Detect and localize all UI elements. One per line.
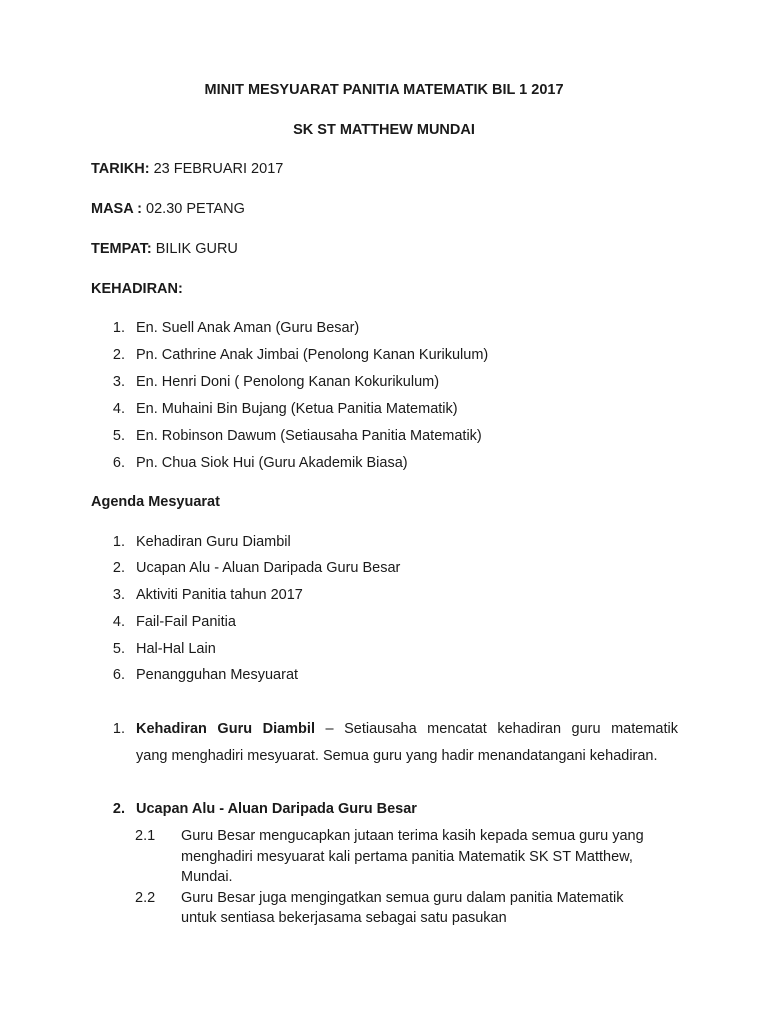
document-title: MINIT MESYUARAT PANITIA MATEMATIK BIL 1 2017: [204, 82, 564, 98]
list-text: Pn. Chua Siok Hui (Guru Akademik Biasa): [136, 455, 408, 471]
list-text: Pn. Cathrine Anak Jimbai (Penolong Kanan Kurikulum): [136, 347, 489, 363]
list-number: 6.: [112, 667, 125, 683]
subsection-line: Mundai.: [181, 869, 233, 885]
section-title: Kehadiran Guru Diambil: [136, 721, 315, 737]
list-text: En. Henri Doni ( Penolong Kanan Kokurikulum): [136, 374, 440, 390]
subsection-number: 2.2: [135, 890, 156, 906]
list-text: En. Muhaini Bin Bujang (Ketua Panitia Matematik): [136, 401, 458, 417]
tarikh-value: 23 FEBRUARI 2017: [153, 161, 284, 177]
section-text: – Setiausaha mencatat kehadiran guru matematik: [325, 721, 678, 737]
section-paragraph-line: [136, 721, 678, 737]
list-text: Fail-Fail Panitia: [136, 614, 236, 630]
list-item: [0, 641, 768, 661]
section-title: Ucapan Alu - Aluan Daripada Guru Besar: [136, 801, 417, 817]
masa-field: [91, 201, 245, 217]
agenda-heading: Agenda Mesyuarat: [91, 494, 220, 510]
list-number: 1.: [112, 534, 125, 550]
subsection-line: untuk sentiasa bekerjasama sebagai satu pasukan: [181, 910, 507, 926]
list-number: 4.: [112, 614, 125, 630]
list-number: 2.: [112, 347, 125, 363]
list-item: [0, 428, 768, 448]
kehadiran-heading: KEHADIRAN:: [91, 281, 183, 297]
list-text: Ucapan Alu - Aluan Daripada Guru Besar: [136, 560, 401, 576]
school-name: SK ST MATTHEW MUNDAI: [293, 122, 475, 138]
list-item: [0, 614, 768, 634]
list-item: [0, 320, 768, 340]
section-number: 2.: [112, 801, 125, 817]
list-number: 6.: [112, 455, 125, 471]
tempat-label: TEMPAT:: [91, 241, 152, 257]
subsection-line: Guru Besar mengucapkan jutaan terima kasih kepada semua guru yang: [181, 828, 644, 844]
subsection-line: menghadiri mesyuarat kali pertama panitia Matematik SK ST Matthew,: [181, 849, 633, 865]
list-number: 2.: [112, 560, 125, 576]
masa-value: 02.30 PETANG: [146, 201, 245, 217]
list-number: 1.: [112, 320, 125, 336]
list-text: En. Suell Anak Aman (Guru Besar): [136, 320, 360, 336]
list-item: [0, 560, 768, 580]
list-item: [0, 401, 768, 421]
list-item: [0, 455, 768, 475]
subsection-number: 2.1: [135, 828, 156, 844]
list-number: 3.: [112, 587, 125, 603]
tarikh-field: [91, 161, 283, 177]
list-text: En. Robinson Dawum (Setiausaha Panitia Matematik): [136, 428, 482, 444]
list-item: [0, 667, 768, 687]
list-text: Hal-Hal Lain: [136, 641, 216, 657]
list-item: [0, 534, 768, 554]
section-number: 1.: [112, 721, 125, 737]
list-text: Aktiviti Panitia tahun 2017: [136, 587, 303, 603]
list-item: [0, 374, 768, 394]
list-text: Penangguhan Mesyuarat: [136, 667, 299, 683]
masa-label: MASA :: [91, 201, 143, 217]
subsection-line: Guru Besar juga mengingatkan semua guru dalam panitia Matematik: [181, 890, 624, 906]
list-number: 4.: [112, 401, 125, 417]
tarikh-label: TARIKH:: [91, 161, 150, 177]
section-paragraph-line: yang menghadiri mesyuarat. Semua guru yang hadir menandatangani kehadiran.: [136, 748, 658, 764]
list-text: Kehadiran Guru Diambil: [136, 534, 291, 550]
list-number: 5.: [112, 641, 125, 657]
list-item: [0, 347, 768, 367]
tempat-field: [91, 241, 238, 257]
list-number: 5.: [112, 428, 125, 444]
list-number: 3.: [112, 374, 125, 390]
tempat-value: BILIK GURU: [155, 241, 238, 257]
list-item: [0, 587, 768, 607]
